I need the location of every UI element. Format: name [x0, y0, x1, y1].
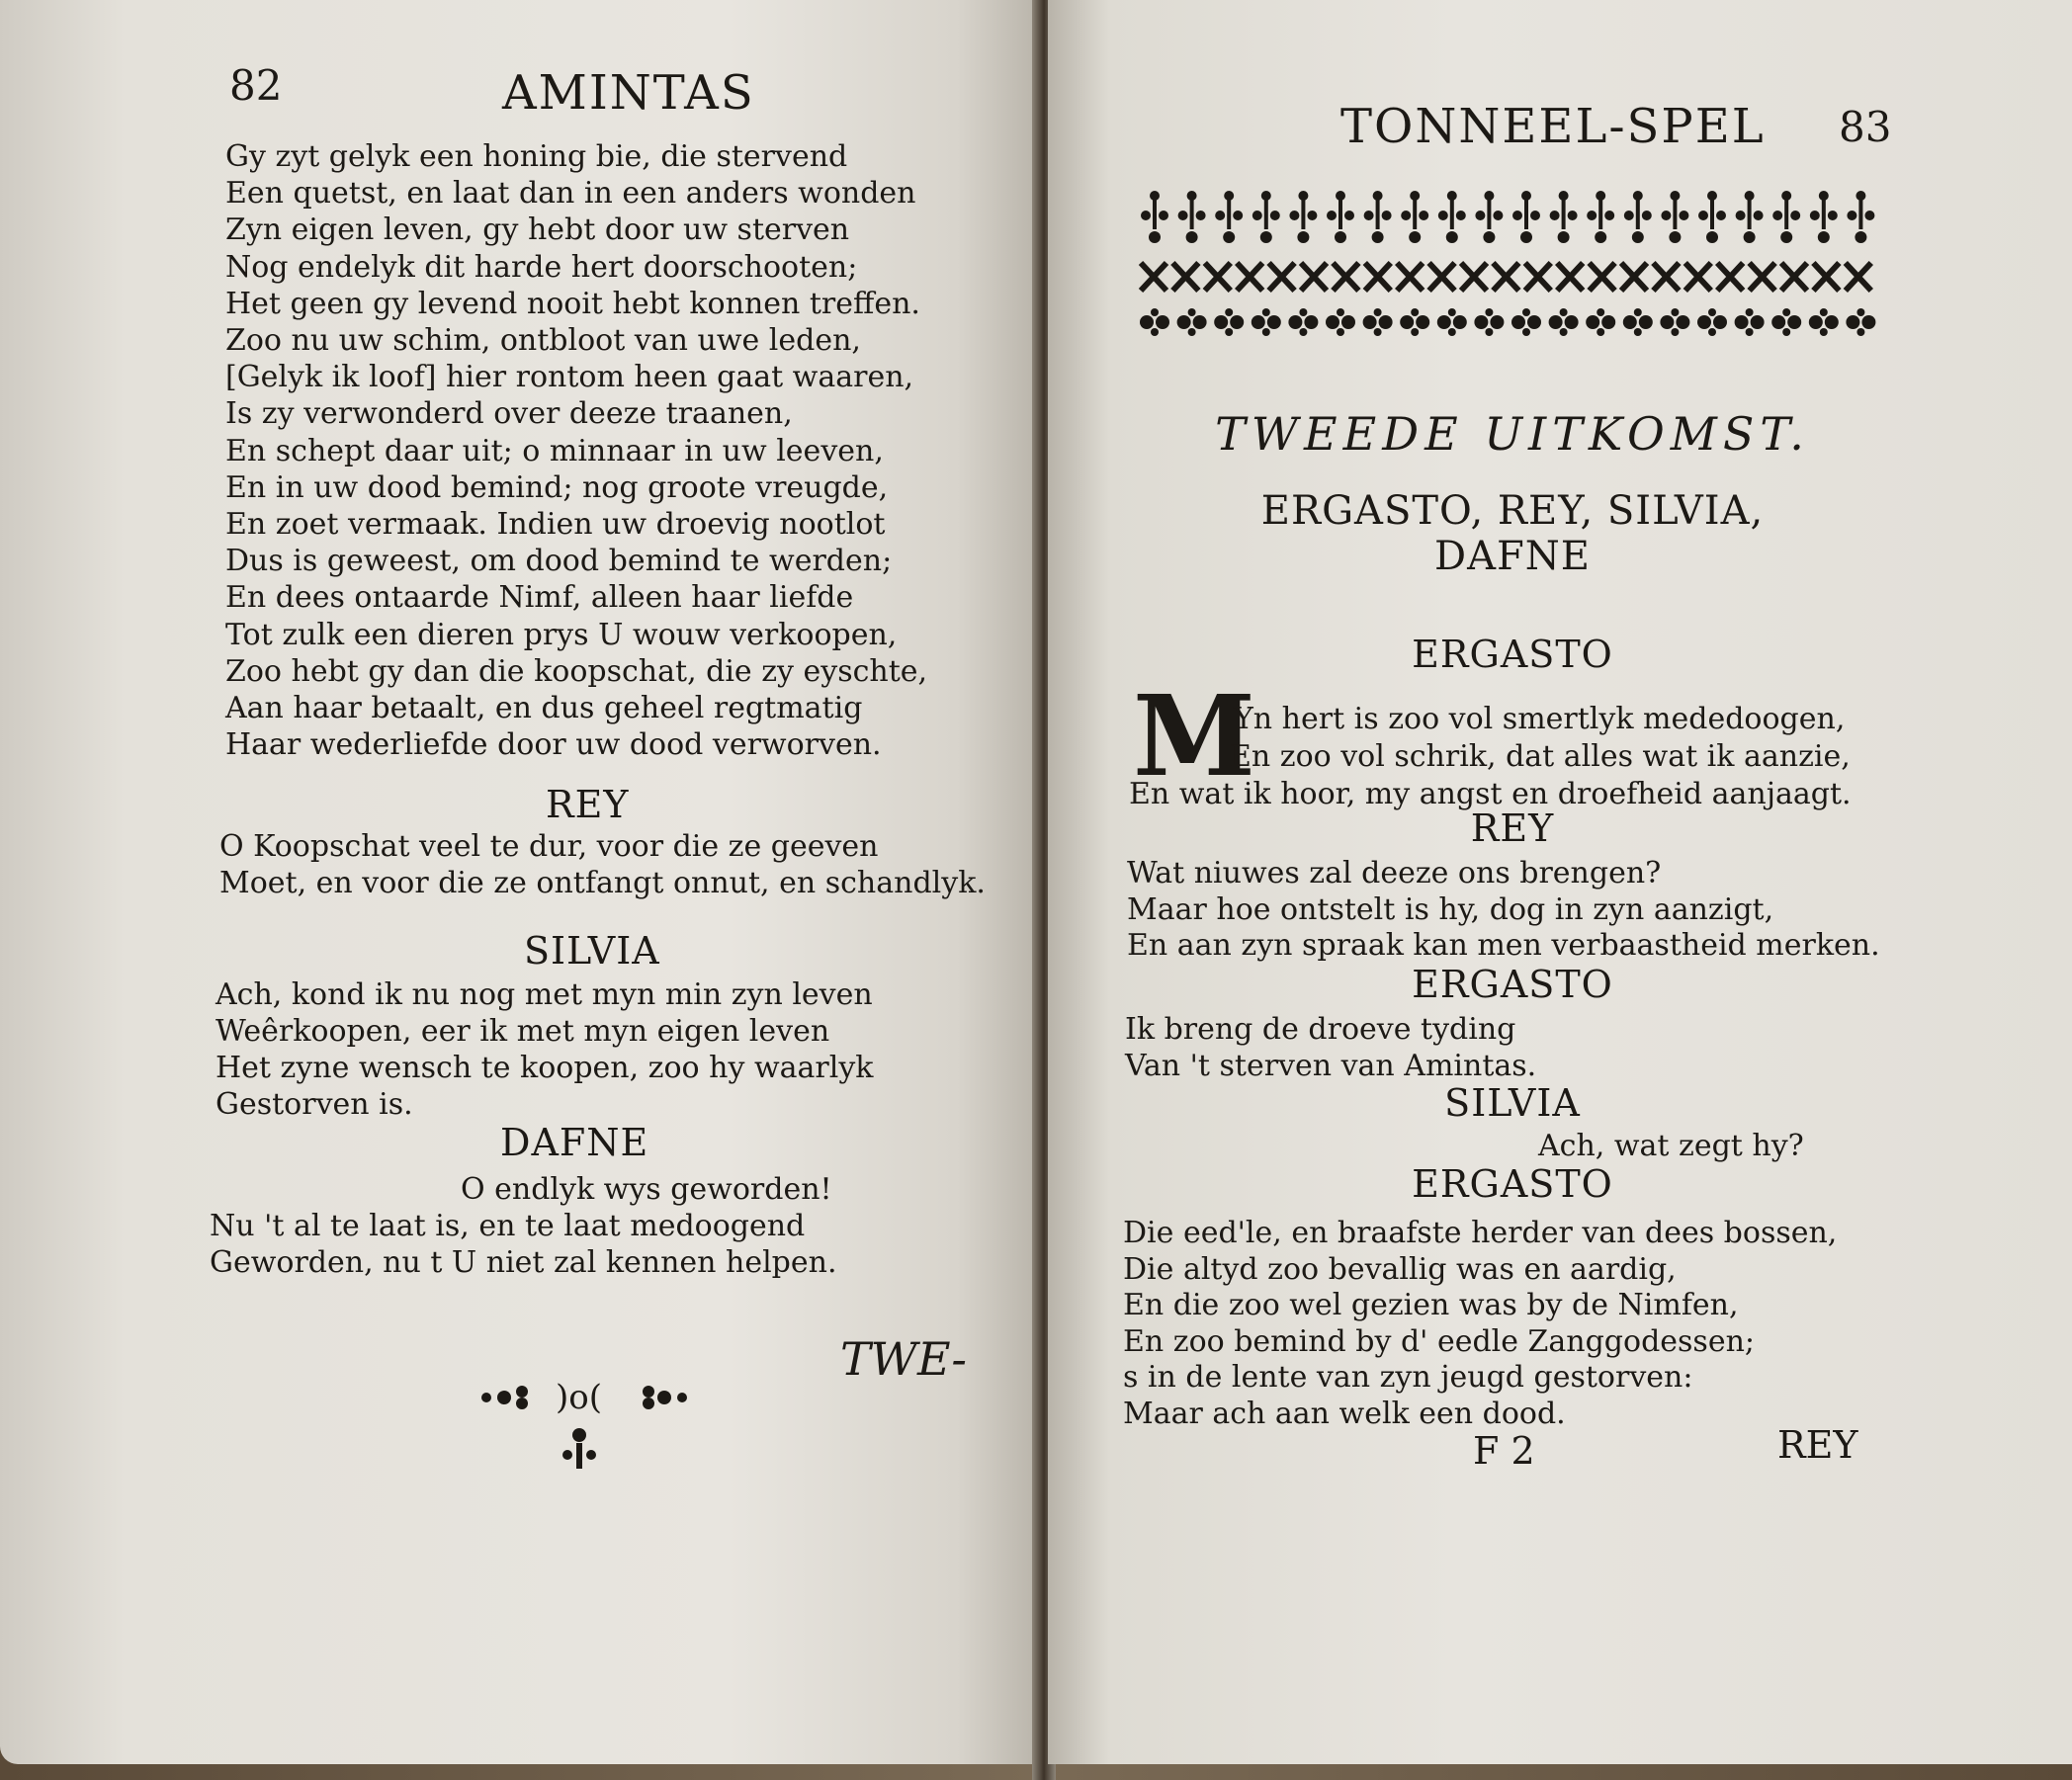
- verse-line: s in de lente van zyn jeugd gestorven:: [1123, 1360, 1693, 1395]
- verse-line: Het zyne wensch te koopen, zoo hy waarlyk: [216, 1051, 874, 1085]
- speaker-rey: REY: [1470, 806, 1555, 850]
- verse-line: Nu 't al te laat is, en te laat medoogend: [210, 1209, 806, 1243]
- verse-line: Maar hoe ontstelt is hy, dog in zyn aanzigt,: [1127, 891, 1774, 927]
- verse-line: Gy zyt gelyk een honing bie, die stervend: [225, 139, 848, 174]
- page-number-right: 83: [1839, 103, 1892, 151]
- verse-line: Weêrkoopen, eer ik met myn eigen leven: [216, 1014, 830, 1049]
- verse-line: En zoet vermaak. Indien uw droevig nootlot: [225, 507, 886, 543]
- cross-row-icon: [1137, 259, 1880, 295]
- speech-block: [1127, 856, 1880, 965]
- verse-line: Dus is geweest, om dood bemind te werden;: [225, 544, 893, 579]
- verse-line: Die eed'le, en braafste herder van dees bossen,: [1123, 1216, 1838, 1250]
- verse-line: En dees ontaarde Nimf, alleen haar liefde: [225, 580, 854, 616]
- fleur-row-icon: [1137, 184, 1880, 253]
- speech-line: En wat ik hoor, my angst en droefheid aanjaagt.: [1129, 777, 1852, 811]
- verse-line: En in uw dood bemind; nog groote vreugde,: [225, 469, 889, 505]
- verse-line: Gestorven is.: [216, 1087, 413, 1122]
- verse-line: En zoo bemind by d' eedle Zanggodessen;: [1123, 1323, 1756, 1359]
- verse-line: Aan haar betaalt, en dus geheel regtmatig: [225, 691, 863, 726]
- verse-line: [Gelyk ik loof] hier rontom heen gaat waaren,: [225, 360, 914, 395]
- speaker-rey: REY: [546, 783, 630, 826]
- speaker-silvia: SILVIA: [1444, 1081, 1581, 1125]
- speech-line: En zoo vol schrik, dat alles wat ik aanzie,: [1230, 739, 1851, 774]
- verse-line: Wat niuwes zal deeze ons brengen?: [1127, 856, 1662, 890]
- speaker-ergasto: ERGASTO: [1412, 1162, 1613, 1206]
- signature-mark: F 2: [1473, 1429, 1535, 1473]
- cast-line: DAFNE: [1434, 534, 1591, 579]
- running-head-right: TONNEEL-SPEL: [1340, 99, 1766, 154]
- verse-line: Geworden, nu t U niet zal kennen helpen.: [210, 1245, 837, 1280]
- verse-line: Zoo nu uw schim, ontbloot van uwe leden,: [225, 323, 861, 359]
- speech-block: [1123, 1216, 1837, 1432]
- speech-line: O endlyk wys geworden!: [461, 1172, 832, 1207]
- speaker-dafne: DAFNE: [500, 1121, 649, 1164]
- verse-line: Ach, kond ik nu nog met myn min zyn leven: [216, 977, 873, 1012]
- verse-line: Zyn eigen leven, gy hebt door uw sterven: [225, 212, 850, 248]
- verse-line: Het geen gy levend nooit hebt konnen treffen.: [225, 286, 920, 321]
- verse-line: Nog endelyk dit harde hert doorschooten;: [225, 249, 858, 285]
- speech-block: [219, 828, 986, 901]
- tailpiece-ornament: [475, 1374, 712, 1483]
- cast-list: [1117, 488, 1908, 579]
- verse-line: En aan zyn spraak kan men verbaastheid merken.: [1127, 928, 1880, 963]
- verse-line: Moet, en voor die ze ontfangt onnut, en schandlyk.: [219, 866, 986, 900]
- speech-block: [225, 138, 927, 763]
- speaker-ergasto: ERGASTO: [1412, 963, 1613, 1006]
- catchword-left: TWE-: [840, 1332, 967, 1386]
- verse-line: Haar wederliefde door uw dood verworven.: [225, 727, 882, 763]
- verse-line: Die altyd zoo bevallig was en aardig,: [1123, 1251, 1677, 1287]
- headpiece-border-fleurs: [1137, 184, 1880, 253]
- verse-line: Een quetst, en laat dan in een anders wonden: [225, 176, 916, 212]
- speech-block: [210, 1208, 837, 1281]
- verse-line: En die zoo wel gezien was by de Nimfen,: [1123, 1288, 1739, 1322]
- verse-line: Is zy verwonderd over deeze traanen,: [225, 396, 793, 432]
- catchword-right: REY: [1777, 1423, 1858, 1467]
- verse-line: En schept daar uit; o minnaar in uw leeven,: [225, 433, 884, 468]
- headpiece-border-crosses: [1137, 259, 1880, 295]
- running-head-left: AMINTAS: [502, 65, 755, 121]
- speaker-ergasto: ERGASTO: [1412, 633, 1613, 676]
- speech-line: Yn hert is zoo vol smertlyk mededoogen,: [1234, 702, 1846, 736]
- scroll-row-icon: [1137, 302, 1880, 342]
- verse-line: Maar ach aan welk een dood.: [1123, 1396, 1566, 1431]
- verse-line: Van 't sterven van Amintas.: [1125, 1048, 1537, 1083]
- verse-line: O Koopschat veel te dur, voor die ze geeven: [219, 829, 879, 864]
- speech-block: [1125, 1012, 1536, 1084]
- headpiece-border-scrolls: [1137, 302, 1880, 342]
- speech-block: [216, 976, 873, 1123]
- speaker-silvia: SILVIA: [524, 929, 660, 973]
- verse-line: Ik breng de droeve tyding: [1125, 1012, 1516, 1047]
- page-number-left: 82: [229, 61, 283, 110]
- verse-line: Zoo hebt gy dan die koopschat, die zy eyschte,: [225, 653, 928, 689]
- scene-heading: TWEEDE UITKOMST.: [1215, 407, 1810, 461]
- cast-line: ERGASTO, REY, SILVIA,: [1260, 488, 1765, 534]
- verse-line: Tot zulk een dieren prys U wouw verkoopen,: [225, 617, 898, 652]
- ornament-text: )o(: [556, 1378, 602, 1417]
- speech-line: Ach, wat zegt hy?: [1538, 1129, 1804, 1163]
- drop-cap: M: [1133, 672, 1255, 802]
